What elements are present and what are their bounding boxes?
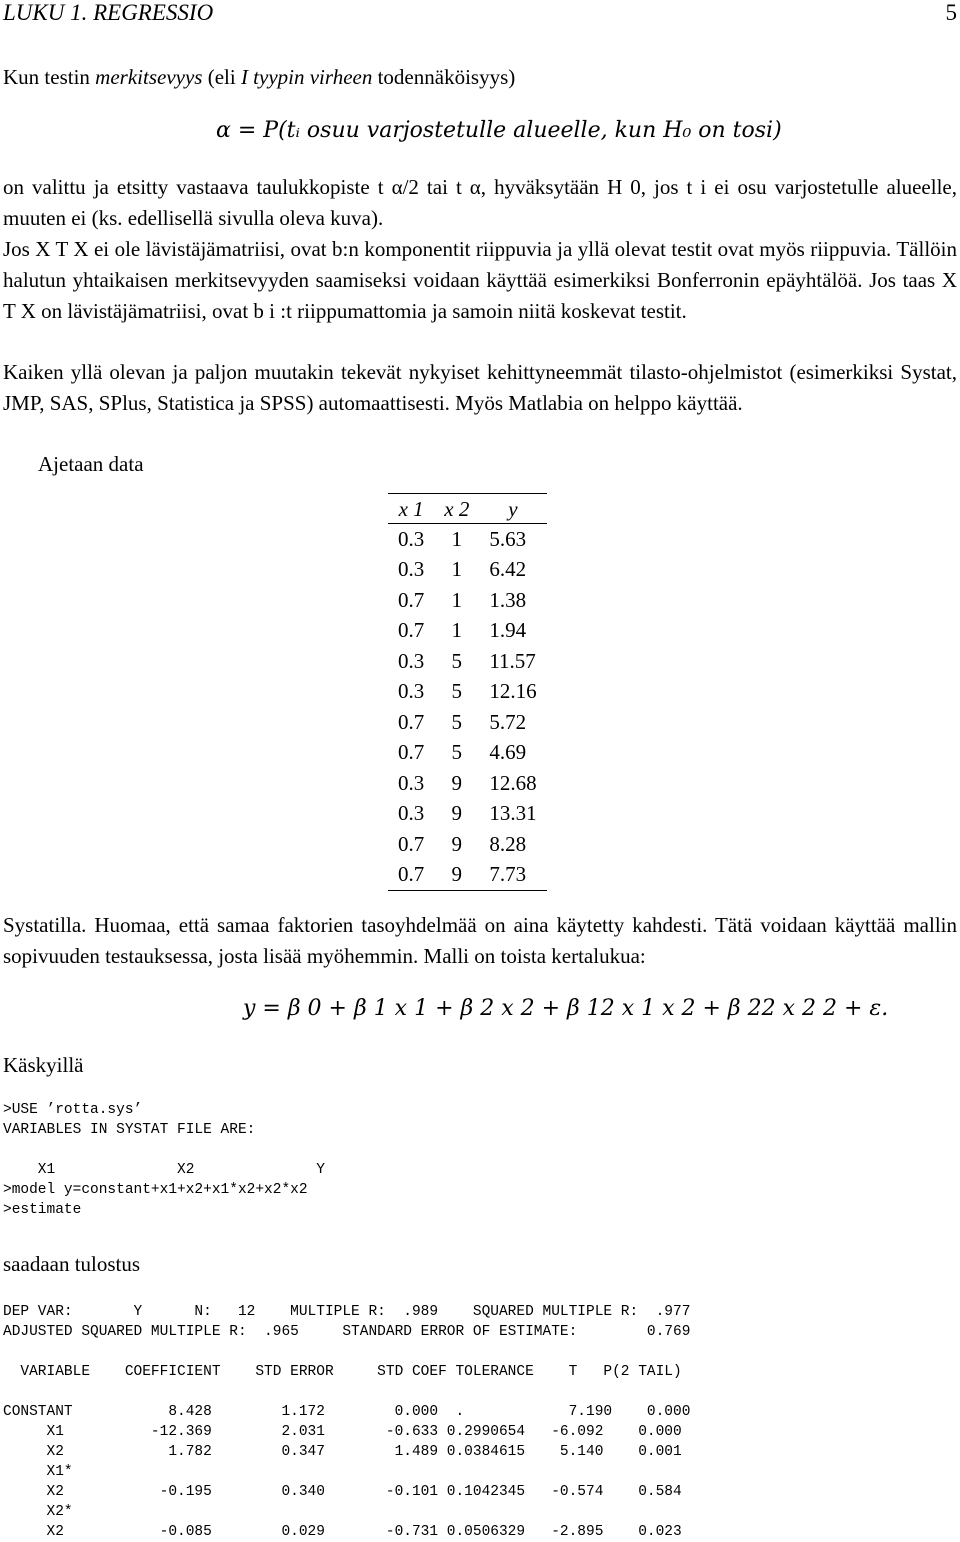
cell-x1: 0.7 (388, 860, 434, 891)
systat-commands: >USE ’rotta.sys’ VARIABLES IN SYSTAT FILE ARE: X1 X2 Y >model y=constant+x1+x2+x1*x2+x2*x2 >estimate (3, 1102, 325, 1218)
table-row (388, 707, 547, 738)
cell-x2: 9 (451, 831, 463, 856)
paragraph-software: Kaiken yllä olevan ja paljon muutakin tekevät nykyiset kehittyneemmät tilasto-ohjelmistot (esimerkiksi Systat, JMP, SAS, SPlus, Statistica ja SPSS) automaattisesti. Myös Matlabia on helppo käyttää. (3, 360, 957, 415)
paragraph-commands-label: Käskyillä (3, 1053, 84, 1077)
cell-x1: 0.7 (398, 618, 425, 643)
cell-y: 12.16 (489, 679, 537, 704)
cell-x1: 0.3 (398, 770, 425, 795)
paragraph-diagonal-matrix: Jos X T X ei ole lävistäjämatriisi, ovat b:n komponentit riippuvia ja yllä olevat testit ovat myös riippuvia. Tällöin halutun yhtaikaisen merkitsevyyden saamiseksi voidaan käyttää esimerkiksi Bonferronin epäyhtälöä. Jos taas X T X on lävistäjämatriisi, ovat b i :t riippumattomia ja samoin niitä koskevat testit. (3, 237, 957, 323)
cell-y: 12.68 (489, 770, 537, 795)
cell-x2: 1 (451, 557, 463, 582)
chapter-title: LUKU 1. REGRESSIO (3, 0, 214, 25)
table-row (388, 524, 547, 555)
cell-x2: 9 (451, 801, 463, 826)
table-row (388, 646, 547, 677)
page-number: 5 (945, 0, 957, 25)
cell-y: 7.73 (479, 860, 546, 891)
cell-x1: 0.7 (398, 709, 425, 734)
cell-x2: 5 (451, 679, 463, 704)
table-header-x1: x 1 (388, 494, 434, 524)
page-header (3, 0, 957, 30)
paragraph-intro: Kun testin merkitsevyys (eli I tyypin virheen todennäköisyys) (3, 65, 516, 89)
cell-x1: 0.3 (398, 648, 425, 673)
cell-x2: 1 (451, 526, 463, 551)
cell-x2: 5 (451, 740, 463, 765)
table-header-y: y (479, 494, 546, 524)
cell-x1: 0.3 (398, 557, 425, 582)
table-row (388, 860, 547, 891)
alpha-equation: α = P(tᵢ osuu varjostetulle alueelle, kun H₀ on tosi) (216, 118, 782, 143)
cell-x2: 9 (451, 770, 463, 795)
cell-y: 6.42 (489, 557, 527, 582)
cell-x1: 0.7 (398, 740, 425, 765)
cell-x1: 0.7 (398, 831, 425, 856)
table-header-row (388, 494, 547, 524)
cell-y: 11.57 (489, 648, 536, 673)
cell-x1: 0.3 (398, 526, 425, 551)
table-row (388, 738, 547, 769)
cell-x2: 1 (451, 618, 463, 643)
cell-x2: 5 (451, 648, 463, 673)
cell-x1: 0.3 (398, 679, 425, 704)
cell-y: 5.72 (489, 709, 527, 734)
data-table (388, 493, 547, 891)
paragraph-run-data: Ajetaan data (38, 452, 144, 476)
cell-x2: 1 (451, 587, 463, 612)
table-row (388, 799, 547, 830)
table-row (388, 677, 547, 708)
cell-x2: 9 (434, 860, 479, 891)
table-row (388, 829, 547, 860)
paragraph-test-decision: on valittu ja etsitty vastaava taulukkopiste t α/2 tai t α, hyväksytään H 0, jos t i ei osu varjostetulle alueelle, muuten ei (ks. edellisellä sivulla oleva kuva). (3, 175, 957, 230)
paragraph-output-label: saadaan tulostus (3, 1252, 141, 1276)
table-row (388, 585, 547, 616)
paragraph-systat: Systatilla. Huomaa, että samaa faktorien tasoyhdelmää on aina käytetty kahdesti. Tätä voidaan käyttää mallin sopivuuden testauksessa, josta lisää myöhemmin. Malli on toista kertalukua: (3, 913, 957, 968)
systat-output: DEP VAR: Y N: 12 MULTIPLE R: .989 SQUARED MULTIPLE R: .977 ADJUSTED SQUARED MULTIPLE R: .965 STANDARD ERROR OF ESTIMATE: 0.769 VARIABLE COEFFICIENT STD ERROR STD COEF TOLERANCE T P(2 TAIL) CONSTANT 8.428 1.172 0.000 . 7.190 0.000 X1 -12.369 2.031 -0.633 0.2990654 -6.092 0.000 X2 1.782 0.347 1.489 0.0384615 5.140 0.001 X1* X2 -0.195 0.340 -0.101 0.1042345 -0.574 0.584 X2* X2 -0.085 0.029 -0.731 0.0506329 -2.895 0.023 (3, 1304, 691, 1540)
cell-x2: 5 (451, 709, 463, 734)
cell-x1: 0.7 (398, 587, 425, 612)
model-equation: y = β 0 + β 1 x 1 + β 2 x 2 + β 12 x 1 x 2 + β 22 x 2 2 + ε. (243, 996, 889, 1021)
table-header-x2: x 2 (434, 494, 479, 524)
cell-x1: 0.3 (398, 801, 425, 826)
table-row (388, 616, 547, 647)
cell-y: 13.31 (489, 801, 537, 826)
cell-y: 1.94 (489, 618, 527, 643)
table-row (388, 768, 547, 799)
cell-y: 8.28 (489, 831, 527, 856)
cell-y: 4.69 (489, 740, 527, 765)
cell-y: 1.38 (489, 587, 527, 612)
cell-y: 5.63 (489, 526, 527, 551)
table-row (388, 555, 547, 586)
